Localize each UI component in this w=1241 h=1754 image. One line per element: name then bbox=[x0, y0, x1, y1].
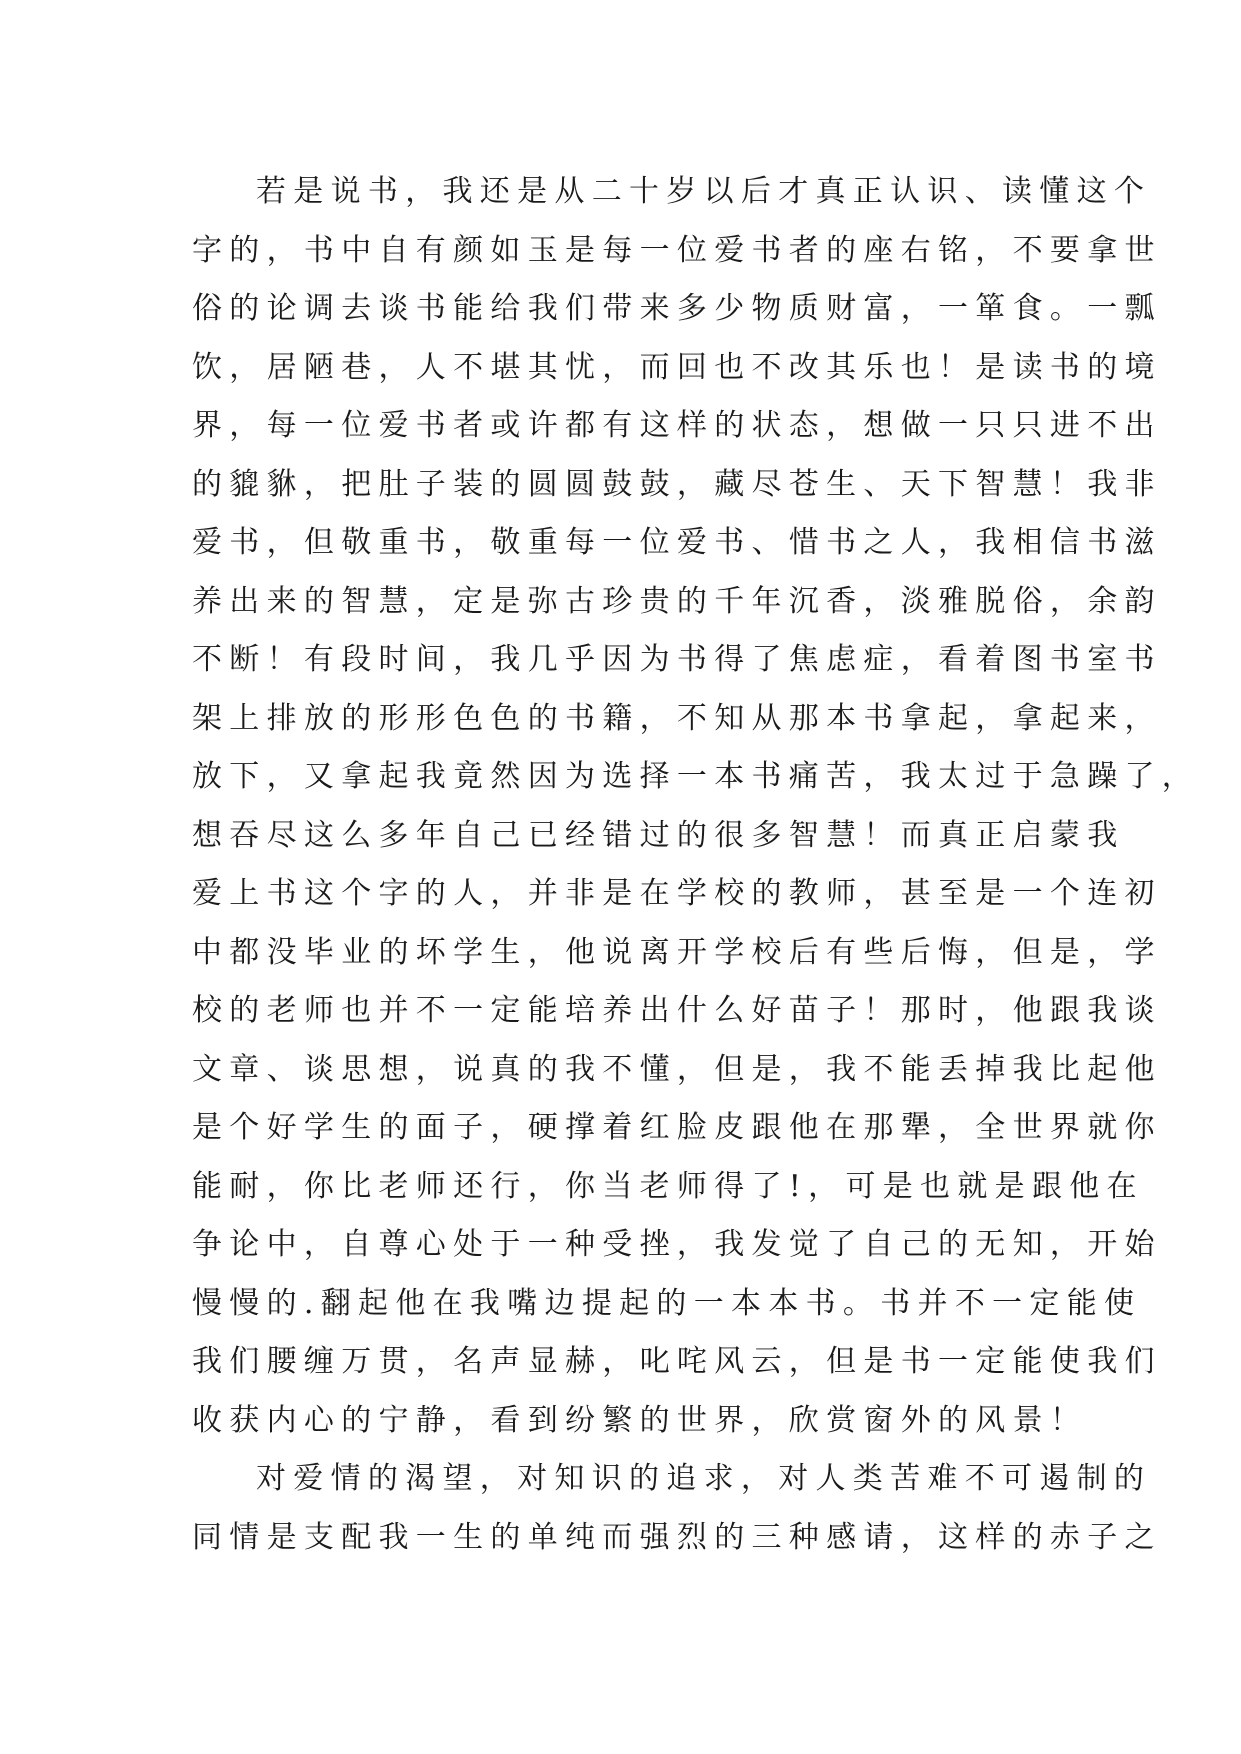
paragraph-1-line-16: 文章、谈思想，说真的我不懂，但是，我不能丢掉我比起他 bbox=[192, 1051, 1162, 1087]
paragraph-1-line-21: 我们腰缠万贯，名声显赫，叱咤风云，但是书一定能使我们 bbox=[192, 1344, 1162, 1379]
paragraph-1-line-3: 俗的论调去谈书能给我们带来多少物质财富，一箪食。一瓢 bbox=[192, 291, 1162, 326]
paragraph-1-line-15: 校的老师也并不一定能培养出什么好苗子！那时，他跟我谈 bbox=[192, 993, 1162, 1028]
paragraph-1-line-11: 放下，又拿起我竟然因为选择一本书痛苦，我太过于急躁了， bbox=[192, 759, 1200, 794]
paragraph-1-line-17: 是个好学生的面子，硬撑着红脸皮跟他在那犟，全世界就你 bbox=[192, 1110, 1162, 1145]
paragraph-1-line-1: 若是说书，我还是从二十岁以后才真正认识、读懂这个 bbox=[256, 174, 1152, 209]
paragraph-1-line-7: 爱书，但敬重书，敬重每一位爱书、惜书之人，我相信书滋 bbox=[192, 525, 1162, 560]
paragraph-1-line-8: 养出来的智慧，定是弥古珍贵的千年沉香，淡雅脱俗，余韵 bbox=[192, 583, 1162, 619]
body-text bbox=[192, 163, 1200, 1567]
paragraph-2-line-2: 同情是支配我一生的单纯而强烈的三种感请，这样的赤子之 bbox=[192, 1519, 1162, 1555]
paragraph-1-line-14: 中都没毕业的坏学生，他说离开学校后有些后悔，但是，学 bbox=[192, 934, 1162, 970]
paragraph-1-line-13: 爱上书这个字的人，并非是在学校的教师，甚至是一个连初 bbox=[192, 876, 1162, 911]
paragraph-1-line-6: 的貔貅，把肚子装的圆圆鼓鼓，藏尽苍生、天下智慧！我非 bbox=[192, 466, 1162, 502]
paragraph-1-line-9: 不断！有段时间，我几乎因为书得了焦虑症，看着图书室书 bbox=[192, 642, 1162, 677]
paragraph-1-line-5: 界，每一位爱书者或许都有这样的状态，想做一只只进不出 bbox=[192, 408, 1162, 443]
paragraph-2-line-1: 对爱情的渴望，对知识的追求，对人类苦难不可遏制的 bbox=[256, 1461, 1152, 1496]
paragraph-1-line-10: 架上排放的形形色色的书籍，不知从那本书拿起，拿起来， bbox=[192, 700, 1162, 736]
paragraph-1-line-18: 能耐，你比老师还行，你当老师得了!，可是也就是跟他在 bbox=[192, 1168, 1144, 1204]
paragraph-1-line-22: 收获内心的宁静，看到纷繁的世界，欣赏窗外的风景！ bbox=[192, 1402, 1088, 1438]
paragraph-1-line-20: 慢慢的.翻起他在我嘴边提起的一本本书。书并不一定能使 bbox=[192, 1285, 1142, 1321]
paragraph-1-line-2: 字的，书中自有颜如玉是每一位爱书者的座右铭，不要拿世 bbox=[192, 232, 1162, 268]
paragraph-1-line-4: 饮，居陋巷，人不堪其忧，而回也不改其乐也！是读书的境 bbox=[192, 349, 1162, 385]
paragraph-1-line-12: 想吞尽这么多年自己已经错过的很多智慧！而真正启蒙我 bbox=[192, 817, 1125, 853]
paragraph-1-line-19: 争论中，自尊心处于一种受挫，我发觉了自己的无知，开始 bbox=[192, 1227, 1162, 1262]
